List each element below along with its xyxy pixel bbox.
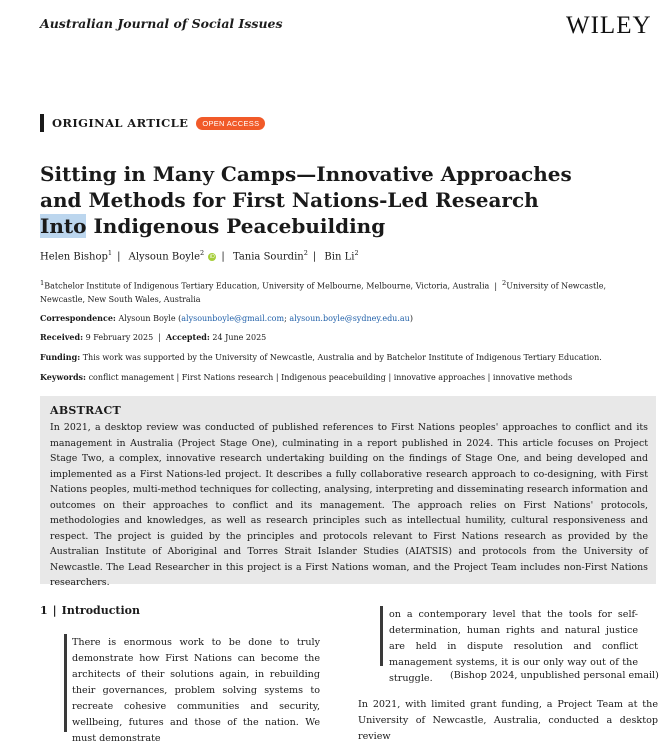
email-link[interactable]: alysoun.boyle@sydney.edu.au bbox=[289, 314, 410, 323]
orcid-icon[interactable]: iD bbox=[210, 253, 215, 260]
author-list: Helen Bishop$^1$ | Alysoun Boyle$^2$ iD | Tania Sourdin$^2$ | Bin Li$^2$ bbox=[40, 249, 359, 263]
author-name[interactable]: Tania Sourdin bbox=[232, 251, 304, 263]
block-quote: on a contemporary level that the tools for self-determination, human rights and natural justice are held in dispute resolution and conflict management systems, it is our only way out of the struggle. bbox=[389, 609, 638, 684]
author-name[interactable]: Alysoun Boyle bbox=[128, 251, 201, 263]
publisher-logo: WILEY bbox=[566, 12, 652, 39]
journal-name: Australian Journal of Social Issues bbox=[40, 16, 283, 31]
keywords: Keywords: conflict management | First Nations research | Indigenous peacebuilding | innovative approaches | innovative methods bbox=[40, 372, 573, 382]
block-quote: There is enormous work to be done to truly demonstrate how First Nations can become the architects of their solutions again, in rebuilding their governances, problem solving systems to recreate cohesive communities and security, wellbeing, futures and those of the nation. We must demonstrate bbox=[72, 637, 320, 744]
title-highlight[interactable]: Into bbox=[40, 214, 87, 238]
received-date: 9 February 2025 bbox=[85, 333, 154, 342]
section-heading: 1 | Introduction bbox=[40, 604, 141, 617]
title-part-2: Indigenous Peacebuilding bbox=[86, 214, 386, 238]
author-name[interactable]: Helen Bishop bbox=[40, 251, 108, 263]
quote-bar bbox=[64, 634, 67, 732]
body-paragraph: In 2021, with limited grant funding, a Project Team at the University of Newcastle, Australia, conducted a desktop review bbox=[358, 699, 658, 742]
dates: Received: 9 February 2025 | Accepted: 24 June 2025 bbox=[40, 332, 267, 342]
article-type-row bbox=[40, 114, 265, 132]
open-access-badge: OPEN ACCESS bbox=[196, 117, 265, 130]
correspondence: Correspondence: Alysoun Boyle (alysounboyle@gmail.com; alysoun.boyle@sydney.edu.au) bbox=[40, 313, 413, 323]
article-type-bar bbox=[40, 114, 44, 132]
quote-bar bbox=[380, 606, 383, 666]
funding: Funding: This work was supported by the University of Newcastle, Australia and by Batchelor Institute of Indigenous Tertiary Education. bbox=[40, 352, 602, 362]
article-title bbox=[40, 161, 580, 239]
author-name[interactable]: Bin Li bbox=[324, 251, 355, 263]
email-link[interactable]: alysounboyle@gmail.com bbox=[181, 314, 285, 323]
abstract-heading: ABSTRACT bbox=[50, 404, 121, 417]
affiliations: $^1$Batchelor Institute of Indigenous Tertiary Education, University of Melbourne, Melbourne, Victoria, Australia | $^2$University of Newcastle, Newcastle, New South Wales, Australia bbox=[40, 279, 607, 304]
accepted-date: 24 June 2025 bbox=[212, 333, 267, 342]
affiliation-2: University of Newcastle, Newcastle, New South Wales, Australia bbox=[40, 281, 607, 304]
quote-source: (Bishop 2024, unpublished personal email) bbox=[450, 670, 659, 681]
abstract-text: In 2021, a desktop review was conducted of published references to First Nations peoples' approaches to conflict and its management in Australia (Project Stage One), culminating in a report published in 2024. This article focuses on Project Stage Two, a complex, innovative research undertaking building on the findings of Stage One, and being developed and implemented as a First Nations-led project. It describes a fully collaborative research approach to co-designing, with First Nations peoples, multi-method techniques for collecting, analysing, interpreting and disseminating research information and outcomes on their approaches to conflict and its management. The approach relies on First Nations' protocols, methodologies and knowledges, as well as research principles such as intellectual humility, cultural responsiveness and respect. The project is guided by the principles and protocols relevant to First Nations research as provided by the Australian Institute of Aboriginal and Torres Strait Islander Studies (AIATSIS) and protocols from the University of Newcastle. The Lead Researcher in this project is a First Nations woman, and the Project Team includes non-First Nations researchers. bbox=[50, 422, 648, 588]
title-part-1: Sitting in Many Camps—Innovative Approaches and Methods for First Nations-Led Research bbox=[40, 162, 572, 212]
article-type: ORIGINAL ARTICLE bbox=[52, 116, 189, 130]
affiliation-1: Batchelor Institute of Indigenous Tertiary Education, University of Melbourne, Melbourne, Victoria, Australia bbox=[44, 281, 490, 291]
